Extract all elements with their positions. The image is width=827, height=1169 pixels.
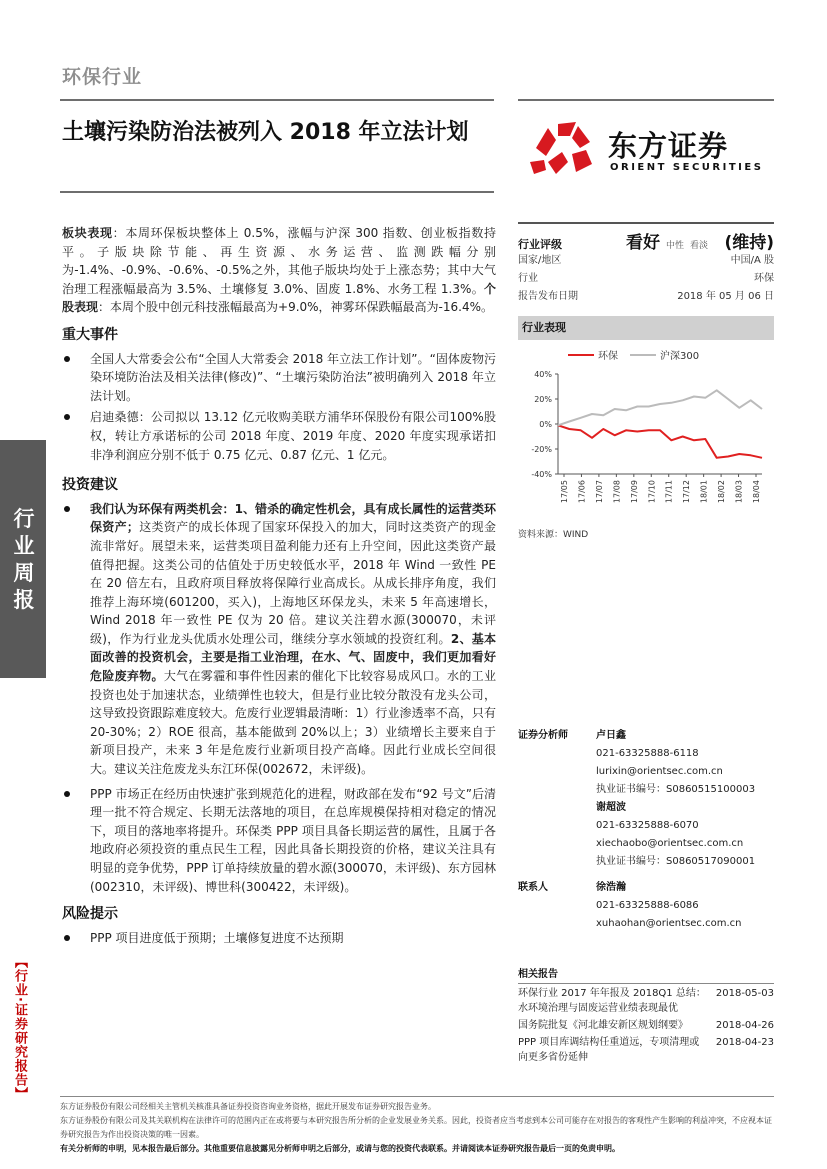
rating-row — [518, 270, 774, 288]
y-tick-label: 0% — [539, 420, 552, 429]
footer-line: 东方证券股份有限公司及其关联机构在法律许可的范围内正在或将要与本研究报告所分析的企业发展业务关系。因此，投资者应当考虑到本公司可能存在对报告的客观性产生影响的利益冲突，不应视本证券研究报告为作出投资决策的唯一因素。 — [60, 1116, 772, 1139]
y-tick-label: 40% — [534, 370, 552, 379]
rating-row — [518, 288, 774, 306]
series-line-环保 — [558, 425, 762, 458]
contact-role: 联系人 — [518, 882, 548, 893]
orient-logo-icon — [528, 118, 604, 178]
related-report-title: PPP 项目库调结构任重道远，专项清理或向更多省份延伸 — [518, 1037, 700, 1063]
related-report-title: 环保行业 2017 年年报及 2018Q1 总结：水环境治理与固废运营业绩表现最优 — [518, 988, 706, 1014]
analyst-email[interactable]: xiechaobo@orientsec.com.cn — [596, 838, 744, 849]
x-tick-label: 17/07 — [594, 480, 604, 504]
related-report-item[interactable] — [518, 986, 774, 1016]
related-reports-title: 相关报告 — [518, 962, 774, 984]
summary-text-sector: ：本周环保板块整体上 0.5%，涨幅与沪深 300 指数、创业板指数持平。子版块除节能、再生资源、水务运营、监测跌幅分别为-1.4%、-0.9%、-0.6%、-0.5%之外，其他子版块均处于上涨态势；其中大气治理工程涨幅最高为 3.5%、土壤修复 3.0%、固废 1.8%、水务工程 1.3%。 — [62, 226, 496, 296]
rating-row-key: 报告发布日期 — [518, 291, 578, 302]
related-reports — [518, 962, 774, 1065]
x-tick-label: 18/04 — [752, 480, 761, 504]
analyst-phone: 021-63325888-6118 — [596, 748, 699, 759]
summary-paragraph — [62, 224, 496, 317]
chart-heading: 行业表现 — [518, 316, 774, 340]
event-item: 启迪桑德：公司拟以 13.12 亿元收购美联方浦华环保股份有限公司100%股权，转让方承诺标的公司 2018 年度、2019 年度、2020 年度实现承诺扣非净利润应分别不低于 0.75 亿元、0.87 亿元、1 亿元。 — [62, 408, 496, 464]
x-tick-label: 17/09 — [629, 480, 639, 504]
x-tick-label: 17/06 — [577, 480, 587, 504]
analyst-cert: 执业证书编号：S0860515100003 — [596, 784, 756, 795]
analyst-role: 证券分析师 — [518, 730, 568, 741]
related-report-item[interactable] — [518, 1035, 774, 1065]
investment-text-2: 大气在雾霾和事件性因素的催化下比较容易成风口。水的工业投资也处于加速状态，业绩弹性也较大，但是行业比较分散没有龙头公司，这导致投资跟踪难度较大。危废行业逻辑最清晰：1）行业渗透率不高，只有 20-30%；2）ROE 很高，基本能做到 20%以上；3）业绩增长主要来自于新项目投产，未来 3 年是危废行业新项目投产高峰。因此行业成长空间很大。建议关注危废龙头东江环保(002672，未评级)。 — [90, 669, 496, 777]
analyst-name: 谢超波 — [596, 802, 626, 813]
contact-email[interactable]: xuhaohan@orientsec.com.cn — [596, 918, 742, 929]
header-divider-right — [518, 99, 774, 101]
related-report-item[interactable] — [518, 1018, 774, 1033]
footer-line: 东方证券股份有限公司经相关主管机关核准具备证券投资咨询业务资格，据此开展发布证券研究报告业务。 — [60, 1102, 436, 1111]
x-tick-label: 18/01 — [699, 480, 709, 504]
contact-group — [518, 879, 774, 933]
rating-bear: 看淡 — [690, 241, 709, 251]
x-tick-label: 17/10 — [647, 480, 657, 504]
header-divider-left — [60, 99, 494, 101]
logo-english-name: ORIENT SECURITIES — [610, 162, 764, 173]
analyst-name: 卢日鑫 — [596, 730, 626, 741]
rating-row-value: 环保 — [754, 273, 774, 284]
y-tick-label: -20% — [531, 445, 552, 454]
investment-thesis-2: 2、基本面改善的投资机会，主要是指工业治理，在水、气、固废中，我们更加看好危险废弃物。 — [90, 631, 496, 684]
related-report-title: 国务院批复《河北雄安新区规划纲要》 — [518, 1020, 688, 1031]
legend-label: 环保 — [598, 351, 618, 362]
summary-text-stock: ：本周个股中创元科技涨幅最高为+9.0%，神雾环保跌幅最高为-16.4%。 — [98, 300, 494, 315]
related-report-date: 2018-05-03 — [715, 988, 774, 999]
rating-row — [518, 252, 774, 270]
industry-tag: 环保行业 — [62, 66, 143, 88]
analyst-email[interactable]: lurixin@orientsec.com.cn — [596, 766, 723, 777]
series-line-沪深300 — [558, 390, 762, 425]
investment-heading: 投资建议 — [62, 477, 118, 494]
y-tick-label: -40% — [531, 470, 552, 479]
company-logo — [528, 118, 768, 178]
logo-chinese-name: 东方证券 — [608, 129, 729, 163]
rating-label: 行业评级 — [518, 238, 562, 251]
rating-hold: (维持) — [724, 233, 774, 253]
x-tick-label: 17/05 — [560, 480, 569, 504]
rating-header — [518, 224, 774, 252]
investment-text-1: 这类资产的成长体现了国家环保投入的加大，同时这类资产的现金流非常好。展望未来，运营类项目盈利能力还有上升空间，因此这类资产最值得把握。这类公司的估值处于历史较低水平，2018 年 Wind 一致性 PE 在 20 倍左右，且政府项目释放将保障行业高成长。从成长排序角度，我们推荐上海环境(601200，买入)，上海地区环保龙头，未来 5 年高速增长，Wind 2018 年一致性 PE 仅为 20 倍。建议关注碧水源(300070，未评级)，作为行业龙头优质水处理公司，继续分享水领域的投资红利。 — [90, 520, 496, 646]
events-heading: 重大事件 — [62, 326, 118, 343]
analyst-cert: 执业证书编号：S0860517090001 — [596, 856, 756, 867]
performance-chart — [518, 344, 774, 520]
report-category-vertical: 【行业·证券研究报告】 — [12, 955, 27, 1101]
contact-phone: 021-63325888-6086 — [596, 900, 699, 911]
investment-item — [62, 500, 496, 779]
summary-label-stock: 个股表现 — [62, 281, 496, 315]
risk-item: PPP 项目进度低于预期；土壤修复进度不达预期 — [62, 929, 496, 948]
summary-label-sector: 板块表现 — [62, 226, 113, 240]
analyst-group — [518, 727, 774, 871]
related-report-date: 2018-04-23 — [715, 1037, 774, 1048]
legend-label: 沪深300 — [660, 351, 700, 362]
analysts-block — [518, 727, 774, 933]
y-tick-label: 20% — [534, 395, 552, 404]
rating-panel — [518, 222, 774, 306]
x-tick-label: 17/08 — [612, 480, 622, 504]
investment-item: PPP 市场正在经历由快速扩张到规范化的进程，财政部在发布“92 号文”后清理一批不符合规定、长期无法落地的项目，在总库规模保持相对稳定的情况下，项目的落地率将提升。环保类 PPP 项目具备长期运营的属性，且属于各地政府必须投资的重点民生工程，因此具备长期投资的价格，建议关注具有明显的竞争优势，PPP 订单持续放量的碧水源(300070，未评级)、东方园林(002310，未评级)、博世科(300422，未评级)。 — [62, 785, 496, 897]
chart-source: 资料来源：WIND — [518, 530, 589, 540]
contact-info — [596, 879, 774, 933]
rating-value: 看好 — [626, 233, 660, 253]
contact-name: 徐浩瀚 — [596, 882, 626, 893]
risk-heading: 风险提示 — [62, 906, 118, 923]
x-tick-label: 17/12 — [682, 480, 692, 504]
performance-chart-svg — [518, 344, 774, 520]
footer-notice: 有关分析师的申明，见本报告最后部分。其他重要信息披露见分析师申明之后部分，或请与您的投资代表联系。并请阅读本证券研究报告最后一页的免责申明。 — [60, 1144, 620, 1153]
title-divider — [60, 191, 494, 193]
analyst-phone: 021-63325888-6070 — [596, 820, 699, 831]
main-column — [62, 224, 496, 950]
rating-row-key: 行业 — [518, 273, 538, 284]
report-type-label: 行业周报 — [13, 507, 35, 612]
rating-row-key: 国家/地区 — [518, 255, 562, 266]
rating-neutral: 中性 — [666, 241, 685, 251]
disclaimer-footer — [60, 1096, 774, 1156]
analyst-info — [596, 727, 774, 871]
rating-row-value: 中国/A 股 — [730, 255, 774, 266]
investment-thesis-1: 我们认为环保有两类机会：1、错杀的确定性机会，具有成长属性的运营类环保资产； — [90, 501, 496, 535]
event-item: 全国人大常委会公布“全国人大常委会 2018 年立法工作计划”。“固体废物污染环境防治法及相关法律(修改)”、“土壤污染防治法”被明确列入 2018 年立法计划。 — [62, 350, 496, 406]
rating-row-value: 2018 年 05 月 06 日 — [677, 291, 774, 302]
x-tick-label: 18/03 — [734, 480, 744, 504]
report-title: 土壤污染防治法被列入 2018 年立法计划 — [62, 120, 469, 145]
x-tick-label: 17/11 — [664, 480, 674, 504]
related-report-date: 2018-04-26 — [715, 1020, 774, 1031]
x-tick-label: 18/02 — [717, 480, 727, 504]
